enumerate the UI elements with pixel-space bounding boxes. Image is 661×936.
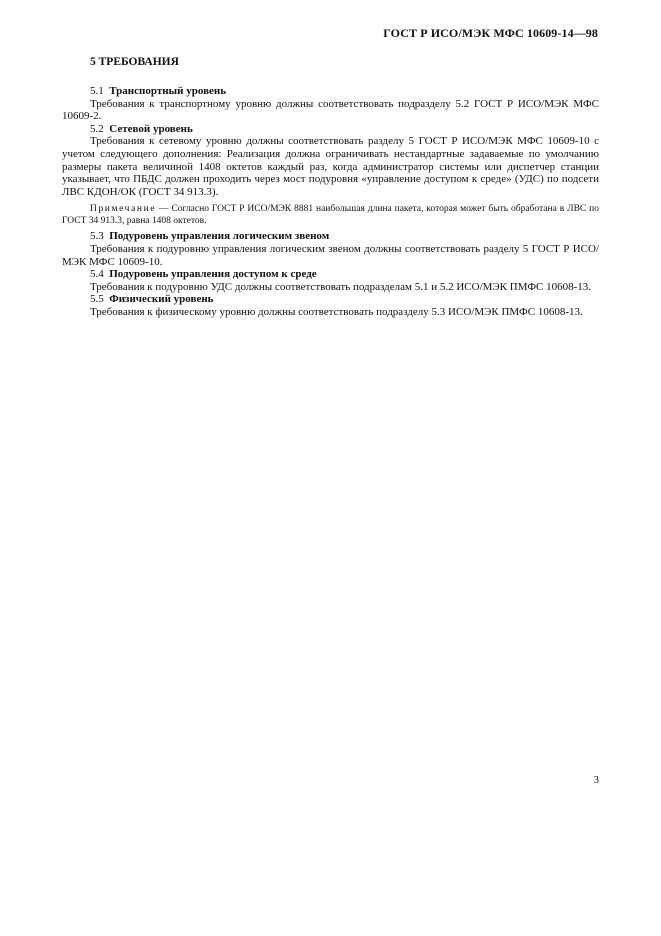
subsection-text: Требования к физическому уровню должны соответствовать подразделу 5.3 ИСО/МЭК ПМФС 10608-13. (90, 305, 583, 318)
subsection-title: Сетевой уровень (109, 122, 193, 135)
subsection-number: 5.5 (90, 293, 104, 306)
subsection-number: 5.3 (90, 230, 104, 243)
page-number: 3 (593, 774, 599, 786)
subsection-title: Транспортный уровень (109, 85, 227, 97)
subsection-text: Требования к транспортному уровню должны соответствовать подразделу 5.2 ГОСТ Р ИСО/МЭК МФС 10609-2. (62, 97, 599, 123)
subsection-heading (62, 268, 599, 281)
document-body (62, 56, 600, 319)
subsection-text: Требования к сетевому уровню должны соответствовать разделу 5 ГОСТ Р ИСО/МЭК МФС 10609-10 с учетом следующего дополнения: Реализация должна ограничивать нестандартные задаваемые по умолчанию размеры пакета величиной 1408 октетов каждый раз, когда администратор системы или диспетчер станции указывает, что ПБДС должен проходить через мост подуровня «управление доступом к среде» (УДС) по подсети ЛВС КДОН/ОК (ГОСТ 34 913.3). (62, 135, 599, 198)
subsection-title: Физический уровень (109, 293, 214, 306)
subsection-heading (62, 85, 599, 98)
note-text: — Согласно ГОСТ Р ИСО/МЭК 8881 наибольшая длина пакета, которая может быть обработана в ЛВС по ГОСТ 34 913.3, равна 1408 октетов. (62, 204, 600, 226)
section-title: 5 ТРЕБОВАНИЯ (90, 56, 179, 68)
note (62, 204, 599, 227)
subsection-text: Требования к подуровню УДС должны соответствовать подразделам 5.1 и 5.2 ИСО/МЭК ПМФС 10608-13. (90, 280, 592, 293)
subsection-list (62, 85, 599, 319)
subsection-title: Подуровень управления доступом к среде (109, 268, 317, 281)
subsection-number: 5.1 (90, 85, 104, 97)
subsection-heading (62, 230, 599, 243)
subsection-title: Подуровень управления логическим звеном (109, 230, 330, 243)
subsection-heading (62, 123, 599, 136)
subsection-number: 5.2 (90, 122, 104, 135)
subsection-text: Требования к подуровню управления логическим звеном должны соответствовать разделу 5 ГОСТ Р ИСО/МЭК МФС 10609-10. (62, 242, 599, 268)
document-header: ГОСТ Р ИСО/МЭК МФС 10609-14—98 (383, 26, 598, 40)
subsection-heading (62, 293, 599, 306)
note-label: Примечание (90, 204, 157, 215)
subsection-number: 5.4 (90, 268, 104, 281)
